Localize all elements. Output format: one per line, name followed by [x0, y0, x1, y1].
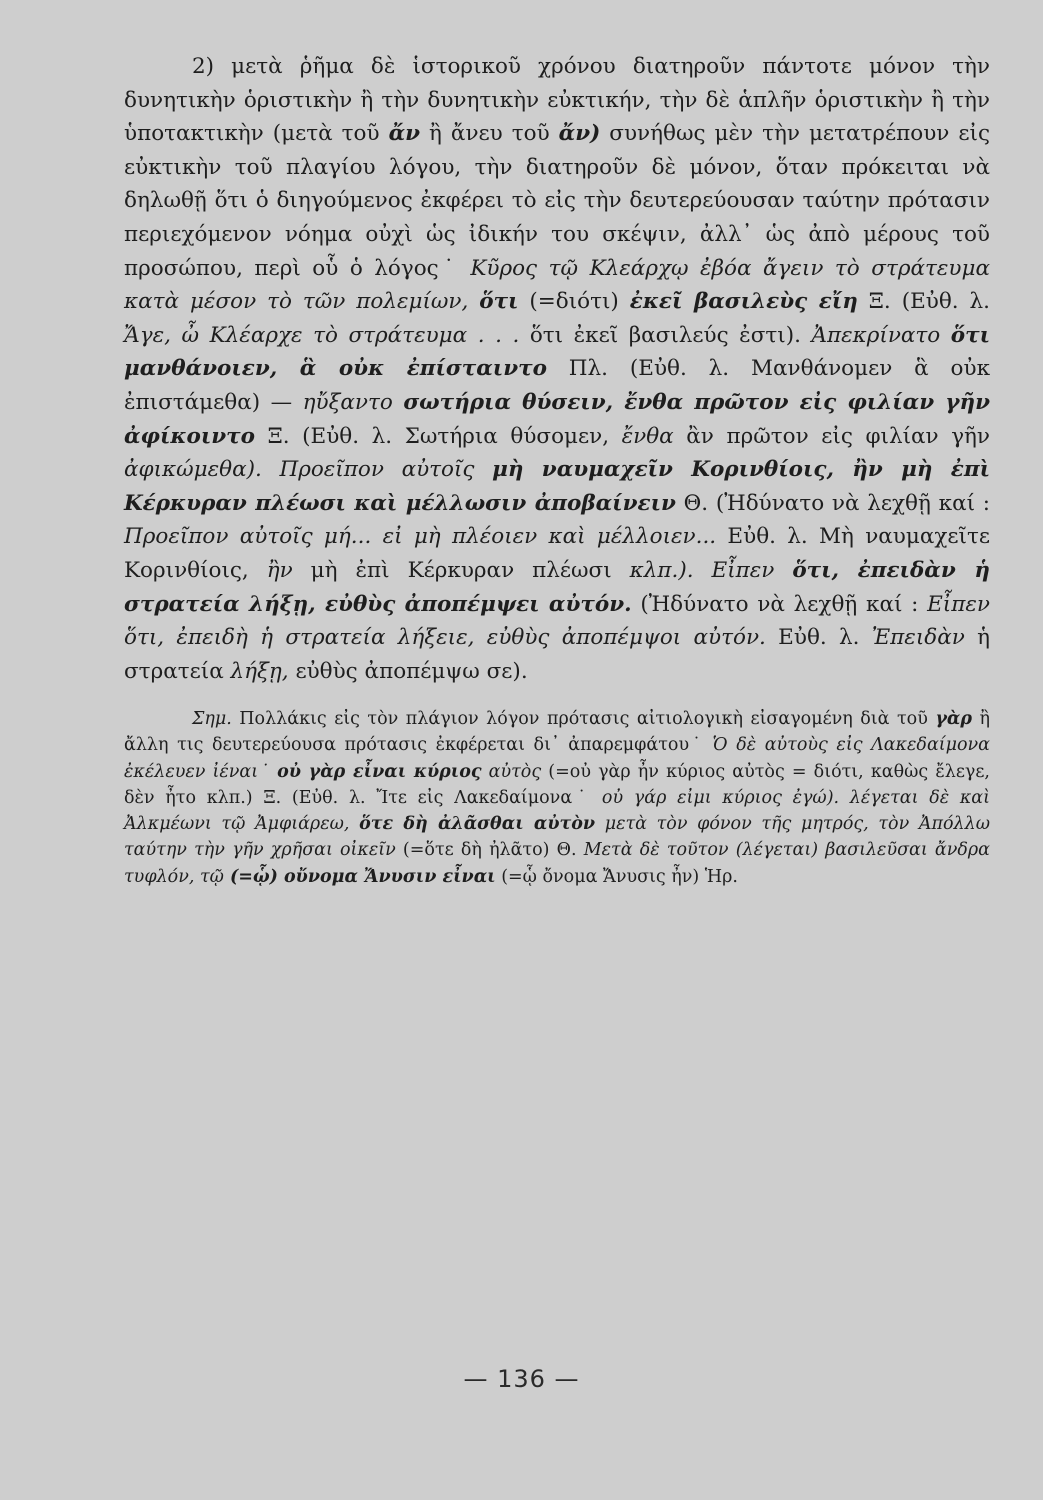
note-paragraph-run: (=ᾧ ὄνομα Ἄνυσις ἦν) Ἡρ.	[495, 866, 738, 887]
main-paragraph-run: σωτήρια θύσειν, ἔνθα πρῶτον εἰς φιλίαν γῆν ἀφίκοιντο	[124, 389, 990, 449]
main-paragraph-run: ὅτι ἐκεῖ βασιλεύς ἐστι).	[519, 322, 812, 348]
main-paragraph-run: ἐκεῖ βασιλεὺς εἴη	[629, 289, 858, 315]
main-paragraph-run: κλπ.). Εἶπεν	[629, 557, 793, 583]
main-paragraph-run: (=διότι)	[518, 289, 630, 315]
main-paragraph-run: Ξ. (Εὐθ. λ.	[857, 289, 991, 315]
main-paragraph-run: εὐθὺς ἀποπέμψω σε).	[288, 658, 528, 684]
note-paragraph-run: (=οὐ γὰρ ἦν κύριος αὐτὸς = διότι, καθὼς ἔλεγε, δὲν ἦτο κλπ.) Ξ. (Εὐθ. λ. Ἴτε εἰς Λακεδαίμονα˙	[124, 761, 990, 808]
note-paragraph-run: (=ᾧ)	[223, 866, 284, 887]
main-paragraph-run: ηὔξαντο	[302, 389, 404, 415]
main-paragraph-run: Ξ. (Εὐθ. λ. Σωτήρια θύσομεν,	[254, 423, 622, 449]
main-paragraph-run: Κῦρος τῷ Κλεάρχῳ ἐβόα ἄγειν τὸ στράτευμα κατὰ μέσον τὸ τῶν πολεμίων,	[124, 255, 990, 315]
main-paragraph-run: Προεῖπον αὐτοῖς μή... εἰ μὴ πλέοιεν καὶ μέλλοιεν...	[124, 524, 717, 550]
main-paragraph-run: ἔνθα	[621, 423, 674, 449]
main-paragraph-run: Ἄγε, ὦ Κλέαρχε τὸ στράτευμα . . .	[124, 322, 520, 348]
page-number: — 136 —	[463, 1365, 580, 1393]
main-paragraph-run: συνήθως μὲν τὴν μετατρέπουν εἰς εὐκτικὴν τοῦ πλαγίου λόγου, τὴν διατηροῦν δὲ μόνον, ὅταν πρόκειται νὰ δηλωθῇ ὅτι ὁ διηγούμενος ἐκφέρει τὸ εἰς τὴν δευτερεύουσαν ταύτην πρότασιν περιεχόμενον νόημα οὐχὶ ὡς ἰδικήν του σκέψιν, ἀλλ᾽ ὡς ἀπὸ μέρους τοῦ προσώπου, περὶ οὗ ὁ λόγος˙	[124, 121, 990, 281]
main-paragraph-run: ἡ στρατεία	[124, 625, 990, 684]
main-paragraph-run: ὅτι, ἐπειδὰν ἡ στρατεία λήξῃ, εὐθὺς ἀποπέμψει αὐτόν.	[124, 557, 990, 617]
note-paragraph-run: Σημ.	[192, 709, 232, 730]
main-paragraph-run: 2) μετὰ ῥῆμα δὲ ἱστορικοῦ χρόνου διατηροῦν πάντοτε μόνον τὴν δυνητικὴν ὁριστικὴν ἢ τὴν δυνητικὴν εὐκτικήν, τὴν δὲ ἁπλῆν ὁριστικὴν ἢ τὴν ὑποτακτικὴν (μετὰ τοῦ	[124, 54, 990, 147]
note-paragraph-run: ὅτε δὴ ἀλᾶσθαι αὐτὸν	[359, 814, 596, 835]
main-paragraph-run: Εὐθ. λ.	[765, 625, 872, 651]
text-block	[124, 50, 990, 890]
note-paragraph-run: οὐ γάρ εἰμι κύριος ἐγώ). λέγεται δὲ καὶ Ἀλκμέωνι τῷ Ἀμφιάρεω,	[124, 787, 990, 835]
main-paragraph-run: ἄν	[388, 121, 421, 147]
main-paragraph-run: ἢ ἄνευ τοῦ	[420, 121, 559, 147]
note-paragraph-run: γὰρ	[935, 709, 972, 730]
main-paragraph-run: Πλ. (Εὐθ. λ. Μανθάνομεν ἃ οὐκ ἐπιστάμεθα) —	[124, 356, 991, 415]
main-paragraph-run: Εὐθ. λ. Μὴ ναυμαχεῖτε Κορινθίοις,	[124, 524, 990, 583]
main-paragraph-run: ὅτι μανθάνοιεν, ἃ οὐκ ἐπίσταιντο	[124, 322, 990, 382]
note-paragraph-run: Ὁ δὲ αὐτοὺς εἰς Λακεδαίμονα ἐκέλευεν ἰέναι˙	[124, 735, 990, 782]
main-paragraph-run: Ἀπεκρίνατο	[811, 322, 951, 348]
note-paragraph-run: μετὰ τὸν φόνον τῆς μητρός, τὸν Ἀπόλλω ταύτην τὴν γῆν χρῆσαι οἰκεῖν	[124, 814, 990, 861]
main-paragraph-run: (Ἠδύνατο νὰ λεχθῇ καί :	[631, 591, 928, 617]
note-paragraph-run: οὔνομα Ἄνυσιν εἶναι	[284, 866, 496, 887]
note-paragraph	[124, 706, 990, 889]
note-paragraph-run: Πολλάκις εἰς τὸν πλάγιον λόγον πρότασις αἰτιολογικὴ εἰσαγομένη διὰ τοῦ	[231, 709, 936, 730]
main-paragraph-run: ἄν)	[558, 121, 601, 147]
main-paragraph-run: ὅτι	[479, 289, 519, 315]
main-paragraph-run: Θ. (Ἠδύνατο νὰ λεχθῇ καί :	[675, 490, 991, 516]
main-paragraph	[124, 50, 990, 688]
note-paragraph-run: ἢ ἄλλη τις δευτερεύουσα πρότασις ἐκφέρεται δι᾽ ἀπαρεμφάτου˙	[124, 709, 990, 756]
main-paragraph-run: μὴ ἐπὶ Κέρκυραν πλέωσι	[292, 557, 630, 583]
main-paragraph-run: Εἶπεν ὅτι, ἐπειδὴ ἡ στρατεία λήξειε, εὐθὺς ἀποπέμψοι αὐτόν.	[124, 591, 990, 651]
main-paragraph-run: μὴ ναυμαχεῖν Κορινθίοις, ἢν μὴ ἐπὶ Κέρκυραν πλέωσι καὶ μέλλωσιν ἀποβαίνειν	[124, 457, 990, 516]
note-paragraph-run: Μετὰ δὲ τοῦτον (λέγεται) βασιλεῦσαι ἄνδρα τυφλόν, τῷ	[124, 840, 990, 887]
note-paragraph-run: αὐτὸς	[481, 761, 542, 782]
main-paragraph-run: Ἐπειδὰν	[871, 625, 965, 651]
main-paragraph-run: λήξῃ,	[230, 658, 289, 684]
main-paragraph-run: ἢν	[266, 557, 293, 583]
main-paragraph-run: ἀφικώμεθα). Προεῖπον αὐτοῖς	[124, 457, 493, 483]
note-paragraph-run: (=ὅτε δὴ ἠλᾶτο) Θ.	[395, 840, 584, 861]
note-paragraph-run: οὐ γὰρ εἶναι κύριος	[277, 761, 482, 782]
main-paragraph-run: ἂν πρῶτον εἰς φιλίαν γῆν	[673, 423, 990, 449]
